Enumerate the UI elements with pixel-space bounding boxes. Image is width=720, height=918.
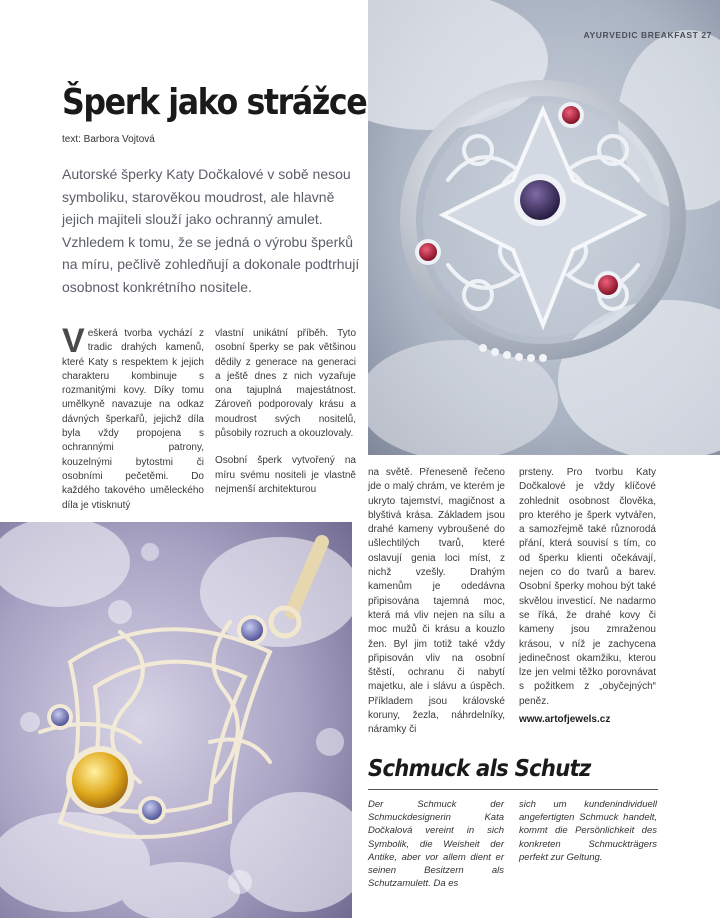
drop-cap: V: [62, 322, 85, 360]
lead-paragraph: Autorské šperky Katy Dočkalové v sobě nesou symboliku, starověkou moudrost, ale hlavně jejich majiteli slouží jako ochranný amulet. Vzhledem k tomu, že se jedná o výrobu šperků na míru, pečlivě zohledňují a dokonale podtrhují osobnost konkrétního nositele.: [62, 166, 360, 295]
paragraph: na světě. Přeneseně řečeno jde o malý chrám, ve kterém je ukryto tajemství, magičnost a blyštivá krása. Základem jsou drahé kameny vybroušené do ušlechtilých tvarů, které oslavují genia loci míst, z nichž vzešly. Drahým kamenům je odedávna připisována tajemná moc, která má vliv nejen na sílu a moc mužů či krásu a kouzlo žen. Byl jim totiž také vždy připisován vliv na osobní štěstí, ochranu či nabytí majetku, ale i slávu a úspěch. Příkladem jsou královské koruny, žezla, náhrdelníky, náramky či: [368, 467, 505, 736]
body-column-1: [62, 322, 204, 526]
brooch-photo: [368, 0, 720, 455]
paragraph: Osobní šperk vytvořený na míru svému nositeli je vlastně nejmenší architekturou: [215, 455, 356, 495]
paragraph: prsteny. Pro tvorbu Katy Dočkalové je vždy klíčové zohlednit osobnost člověka, pro kterého je šperk vytvářen, a samozřejmě také různorodá přání, která souvisí s tím, co od šperku klienti očekávají, nejen co do tvarů a barev. Osobní šperky mohou být také skvělou investicí. Ne nadarmo se říká, že drahé kovy či kameny jsou zmraženou krásou, v níž je zachycena jedinečnost okamžiku, kterou lze jen velmi těžko porovnávat s požitkem z „obyčejných“ peněz.: [519, 467, 656, 707]
website-link[interactable]: www.artofjewels.cz: [519, 714, 611, 725]
body-column-4: [519, 466, 656, 722]
german-column-1: Der Schmuck der Schmuckdesignerin Kata Dočkalová vereint in sich Symbolik, die Weisheit der Antike, aber vor allem dient er seinen Besitzern als Schutzamulett. Da es: [368, 799, 504, 890]
gold-pendant-icon: [0, 522, 352, 918]
running-head: AYURVEDIC BREAKFAST 27: [583, 30, 712, 40]
paragraph: eškerá tvorba vychází z tradic drahých kamenů, které Katy s respektem k jejich charakteru kombinuje s rozmanitými kovy. Díky tomu umělkyně navazuje na odkaz dávných šperkařů, jejichž díla byla vždy propojena s ochrannými patrony, kouzelnými bytostmi či osobními pečetěmi. Do každého takového uměleckého díla je vtisknutý: [62, 328, 204, 511]
pendant-photo: [0, 522, 352, 918]
divider: [368, 789, 658, 790]
german-title: Schmuck als Schutz: [368, 756, 591, 782]
paragraph: vlastní unikátní příběh. Tyto osobní šperky se pak většinou dědily z generace na generaci a ještě dnes z nich vyzařuje ona tajuplná majestátnost. Zároveň podporovaly krásu a moudrost svých nositelů, působily rozruch a okouzlovaly.: [215, 328, 356, 440]
body-column-3: [368, 466, 505, 751]
byline: text: Barbora Vojtová: [62, 134, 155, 145]
german-column-2: sich um kundenindividuell angefertigten Schmuck handelt, kommt die Persönlichkeit des konkreten Schmuckträgers perfekt zur Geltung.: [519, 799, 657, 863]
silver-brooch-icon: [368, 0, 720, 455]
body-column-2: [215, 327, 356, 510]
page-title: Šperk jako strážce: [62, 82, 367, 123]
